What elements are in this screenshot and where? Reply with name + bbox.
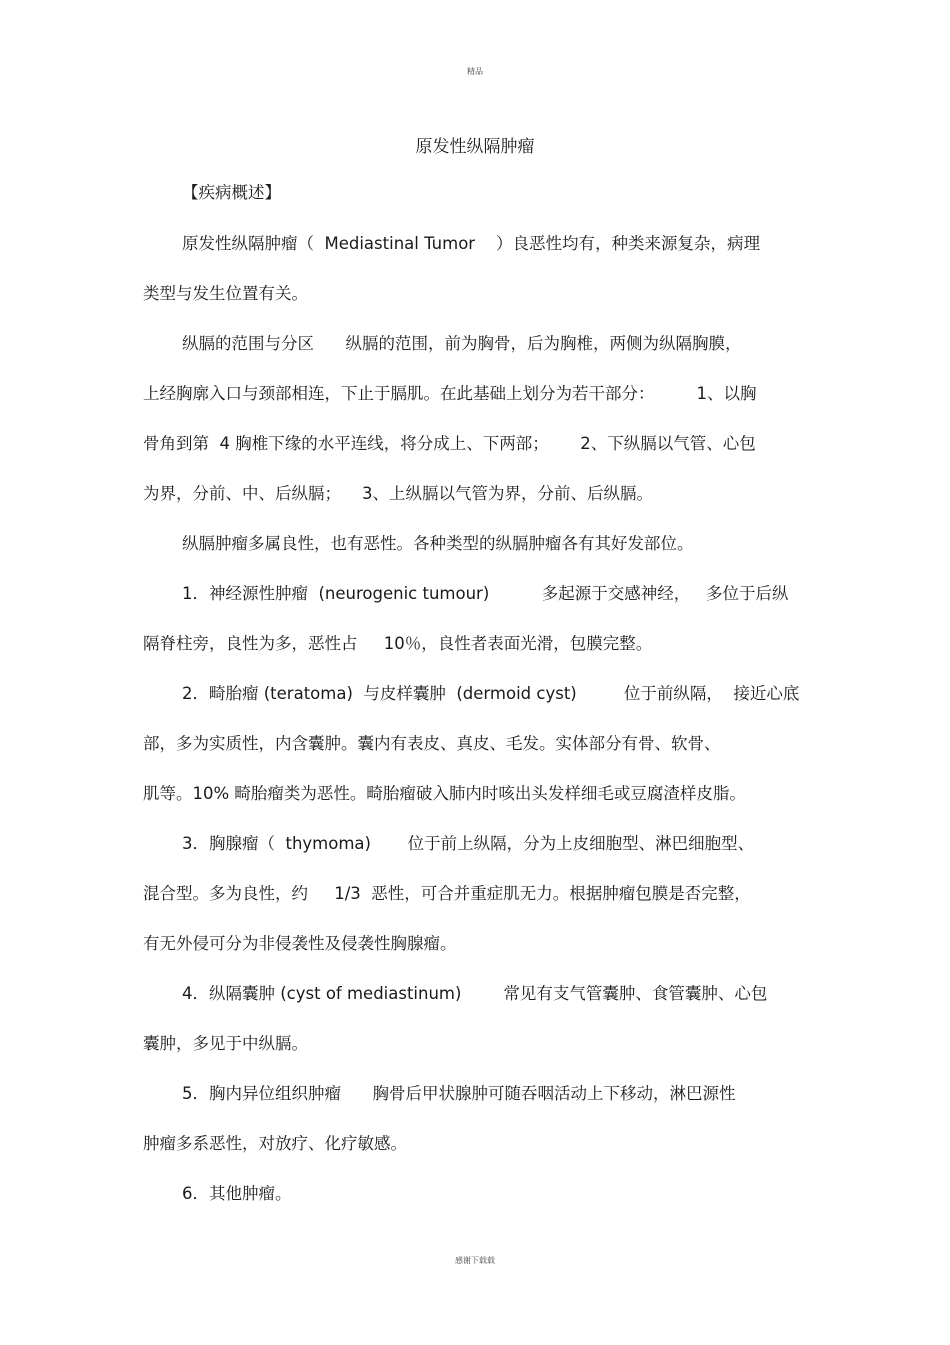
text-line: 5．胸内异位组织肿瘤 胸骨后甲状腺肿可随吞咽活动上下移动，淋巴源性	[182, 1084, 736, 1103]
document-title: 原发性纵隔肿瘤	[415, 137, 535, 157]
text-line: 骨角到第 4 胸椎下缘的水平连线，将分成上、下两部； 2、下纵膈以气管、心包	[143, 434, 756, 453]
text-line: 肌等。10% 畸胎瘤类为恶性。畸胎瘤破入肺内时咳出头发样细毛或豆腐渣样皮脂。	[143, 784, 746, 803]
text-line: 原发性纵隔肿瘤（ Mediastinal Tumor ）良恶性均有，种类来源复杂，病理	[182, 234, 761, 253]
text-line: 隔脊柱旁，良性为多，恶性占 10％，良性者表面光滑，包膜完整。	[143, 634, 653, 653]
footer-mark: 感谢下载载	[455, 1256, 495, 1265]
text-line: 1．神经源性肿瘤 (neurogenic tumour) 多起源于交感神经， 多位于后纵	[182, 584, 789, 603]
text-line: 肿瘤多系恶性，对放疗、化疗敏感。	[143, 1134, 407, 1153]
text-line: 4．纵隔囊肿 (cyst of mediastinum) 常见有支气管囊肿、食管囊肿、心包	[182, 984, 768, 1003]
section-heading: 【疾病概述】	[182, 183, 281, 202]
text-line: 为界，分前、中、后纵膈； 3、上纵膈以气管为界，分前、后纵膈。	[143, 484, 653, 503]
header-mark: 精品	[467, 67, 483, 76]
text-line: 纵膈的范围与分区 纵膈的范围，前为胸骨，后为胸椎，两侧为纵隔胸膜，	[182, 334, 742, 353]
text-line: 部，多为实质性，内含囊肿。囊内有表皮、真皮、毛发。实体部分有骨、软骨、	[143, 734, 721, 753]
text-line: 纵膈肿瘤多属良性，也有恶性。各种类型的纵膈肿瘤各有其好发部位。	[182, 534, 694, 553]
text-line: 混合型。多为良性，约 1/3 恶性，可合并重症肌无力。根据肿瘤包膜是否完整，	[143, 884, 751, 903]
text-line: 囊肿，多见于中纵膈。	[143, 1034, 308, 1053]
text-line: 上经胸廓入口与颈部相连，下止于膈肌。在此基础上划分为若干部分： 1、以胸	[143, 384, 757, 403]
text-line: 2．畸胎瘤 (teratoma) 与皮样囊肿 (dermoid cyst) 位于前纵隔， 接近心底	[182, 684, 800, 703]
text-line: 6．其他肿瘤。	[182, 1184, 292, 1203]
text-line: 类型与发生位置有关。	[143, 284, 308, 303]
text-line: 3．胸腺瘤（ thymoma) 位于前上纵隔，分为上皮细胞型、淋巴细胞型、	[182, 834, 755, 853]
text-line: 有无外侵可分为非侵袭性及侵袭性胸腺瘤。	[143, 934, 457, 953]
